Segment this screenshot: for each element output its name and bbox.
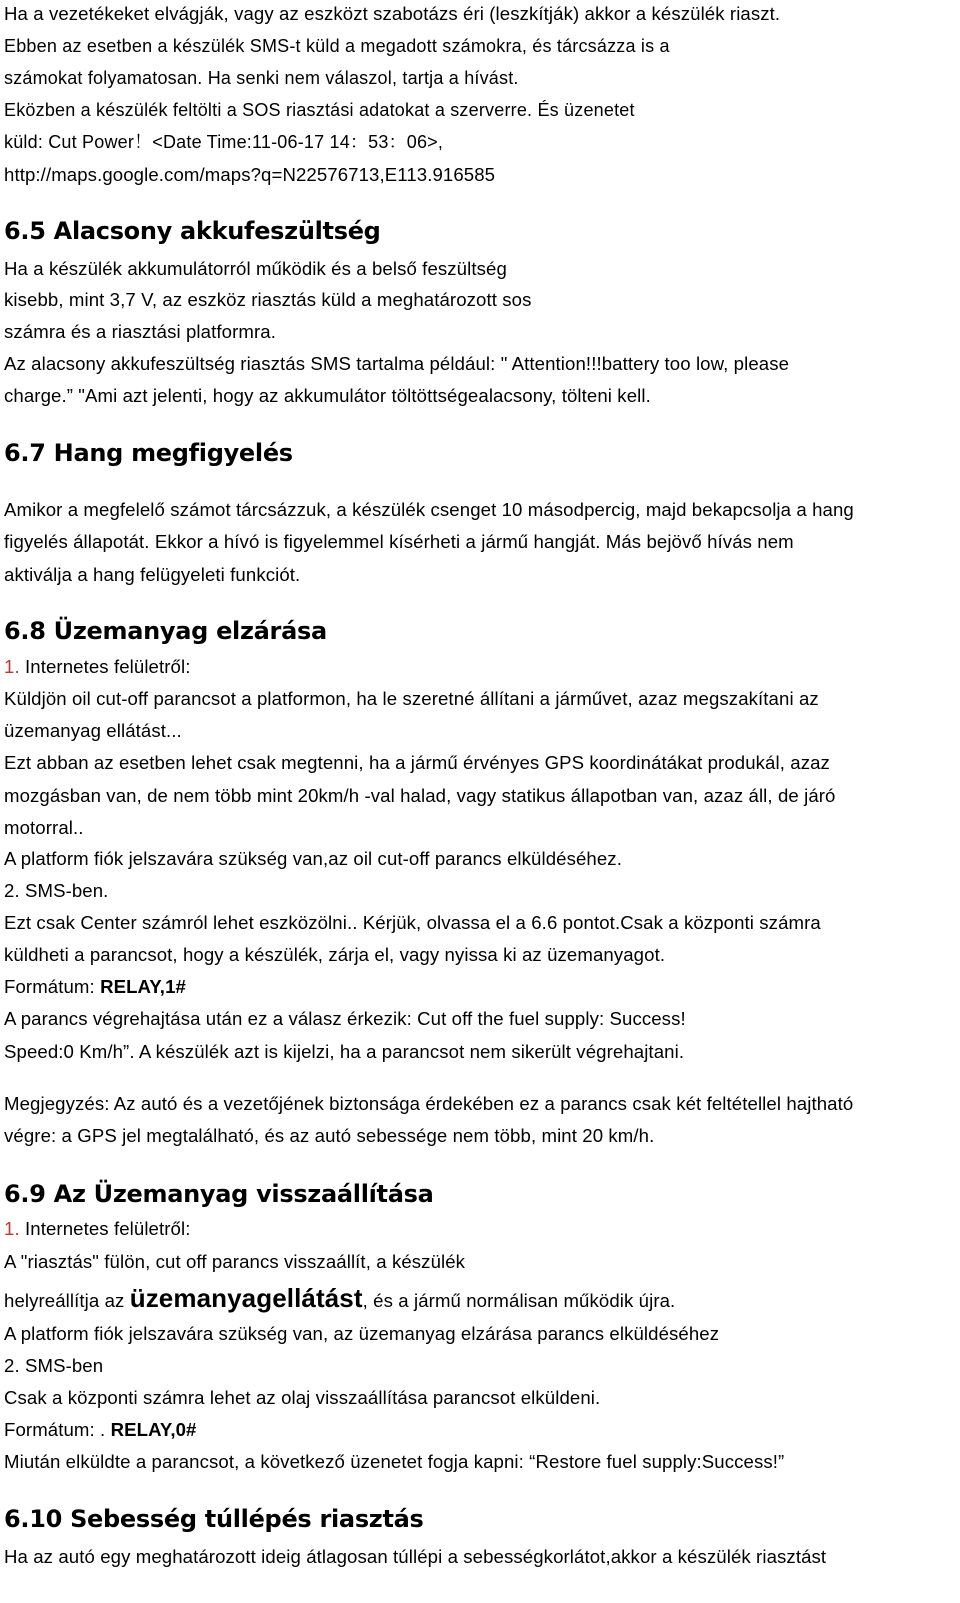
- intro-url-line: http://maps.google.com/maps?q=N22576713,E113.916585: [4, 164, 496, 185]
- format-label: Formátum: .: [4, 1419, 111, 1440]
- s69-line-8: Miután elküldte a parancsot, a következő üzenetet fogja kapni: “Restore fuel supply:Success!”: [4, 1451, 785, 1472]
- list-number: 1.: [4, 656, 20, 677]
- line-text-start: helyreállítja az: [4, 1290, 130, 1311]
- list-text: Internetes felületről:: [19, 656, 191, 677]
- emphasized-word: üzemanyagellátást: [129, 1283, 363, 1313]
- intro-line-4: Eközben a készülék feltölti a SOS riasztási adatokat a szerverre. És üzenetet: [4, 100, 635, 120]
- s68-note-line-2: végre: a GPS jel megtalálható, és az autó sebessége nem több, mint 20 km/h.: [4, 1125, 655, 1146]
- command-code: RELAY,1#: [100, 976, 186, 997]
- line-text-end: , és a jármű normálisan működik újra.: [362, 1290, 676, 1311]
- s68-line-7: A platform fiók jelszavára szükség van,az oil cut-off parancs elküldéséhez.: [4, 848, 622, 869]
- command-code: RELAY,0#: [110, 1419, 197, 1440]
- section-heading-6-5: 6.5 Alacsony akkufeszültség: [4, 217, 381, 245]
- s610-line-1: Ha az autó egy meghatározott ideig átlagosan túllépi a sebességkorlátot,akkor a készülék riasztást: [4, 1546, 827, 1567]
- s69-line-3: [4, 1283, 676, 1313]
- s65-line-3: számra és a riasztási platformra.: [4, 321, 276, 342]
- s67-line-3: aktiválja a hang felügyeleti funkciót.: [4, 564, 301, 585]
- s69-format-line: [4, 1418, 197, 1442]
- s69-line-1: [4, 1217, 191, 1241]
- s68-line-4: Ezt abban az esetben lehet csak megtenni, ha a jármű érvényes GPS koordinátákat produkál, azaz: [4, 752, 830, 773]
- s65-line-1: Ha a készülék akkumulátorról működik és a belső feszültség: [4, 258, 507, 279]
- s69-line-2: A "riasztás" fülön, cut off parancs visszaállít, a készülék: [4, 1251, 466, 1272]
- s65-line-2: kisebb, mint 3,7 V, az eszköz riasztás küld a meghatározott sos: [4, 289, 532, 310]
- s68-line-12: A parancs végrehajtása után ez a válasz érkezik: Cut off the fuel supply: Success!: [4, 1008, 686, 1029]
- s68-line-9: Ezt csak Center számról lehet eszközölni.. Kérjük, olvassa el a 6.6 pontot.Csak a központi számra: [4, 912, 821, 933]
- s68-format-line: [4, 975, 186, 999]
- s68-line-1: [4, 655, 191, 679]
- s69-line-5: 2. SMS-ben: [4, 1355, 104, 1376]
- list-text: Internetes felületről:: [19, 1218, 191, 1239]
- s65-line-4: Az alacsony akkufeszültség riasztás SMS tartalma például: " Attention!!!battery too low, please: [4, 353, 790, 374]
- format-label: Formátum:: [4, 976, 101, 997]
- s65-line-5: charge.” "Ami azt jelenti, hogy az akkumulátor töltöttségealacsony, tölteni kell.: [4, 385, 651, 406]
- s68-line-2: Küldjön oil cut-off parancsot a platformon, ha le szeretné állítani a járművet, azaz megszakítani az: [4, 688, 819, 709]
- section-heading-6-8: 6.8 Üzemanyag elzárása: [4, 617, 327, 645]
- intro-line-1: Ha a vezetékeket elvágják, vagy az eszközt szabotázs éri (leszkítják) akkor a készülék riaszt.: [4, 3, 781, 24]
- s69-line-4: A platform fiók jelszavára szükség van, az üzemanyag elzárása parancs elküldéséhez: [4, 1323, 720, 1344]
- s68-line-10: küldheti a parancsot, hogy a készülék, zárja el, vagy nyissa ki az üzemanyagot.: [4, 944, 666, 965]
- intro-line-2: Ebben az esetben a készülék SMS-t küld a megadott számokra, és tárcsázza is a: [4, 36, 670, 56]
- s68-line-8: 2. SMS-ben.: [4, 880, 109, 901]
- list-number: 1.: [4, 1218, 20, 1239]
- s67-line-2: figyelés állapotát. Ekkor a hívó is figyelemmel kísérheti a jármű hangját. Más bejövő hívás nem: [4, 531, 794, 552]
- section-heading-6-10: 6.10 Sebesség túllépés riasztás: [4, 1505, 424, 1533]
- s69-line-6: Csak a központi számra lehet az olaj visszaállítása parancsot elküldeni.: [4, 1387, 601, 1408]
- s68-line-6: motorral..: [4, 817, 84, 838]
- s67-line-1: Amikor a megfelelő számot tárcsázzuk, a készülék csenget 10 másodpercig, majd bekapcsolja a hang: [4, 499, 854, 520]
- s68-line-13: Speed:0 Km/h”. A készülék azt is kijelzi, ha a parancsot nem sikerült végrehajtani.: [4, 1041, 685, 1062]
- s68-line-3: üzemanyag ellátást...: [4, 720, 182, 741]
- section-heading-6-9: 6.9 Az Üzemanyag visszaállítása: [4, 1180, 434, 1208]
- intro-line-5: küld: Cut Power！<Date Time:11-06-17 14：53：06>,: [4, 132, 444, 152]
- s68-note-line-1: Megjegyzés: Az autó és a vezetőjének biztonsága érdekében ez a parancs csak két feltétellel hajtható: [4, 1093, 854, 1114]
- intro-line-3: számokat folyamatosan. Ha senki nem válaszol, tartja a hívást.: [4, 68, 519, 88]
- section-heading-6-7: 6.7 Hang megfigyelés: [4, 439, 293, 467]
- s68-line-5: mozgásban van, de nem több mint 20km/h -val halad, vagy statikus állapotban van, azaz áll, de járó: [4, 785, 836, 806]
